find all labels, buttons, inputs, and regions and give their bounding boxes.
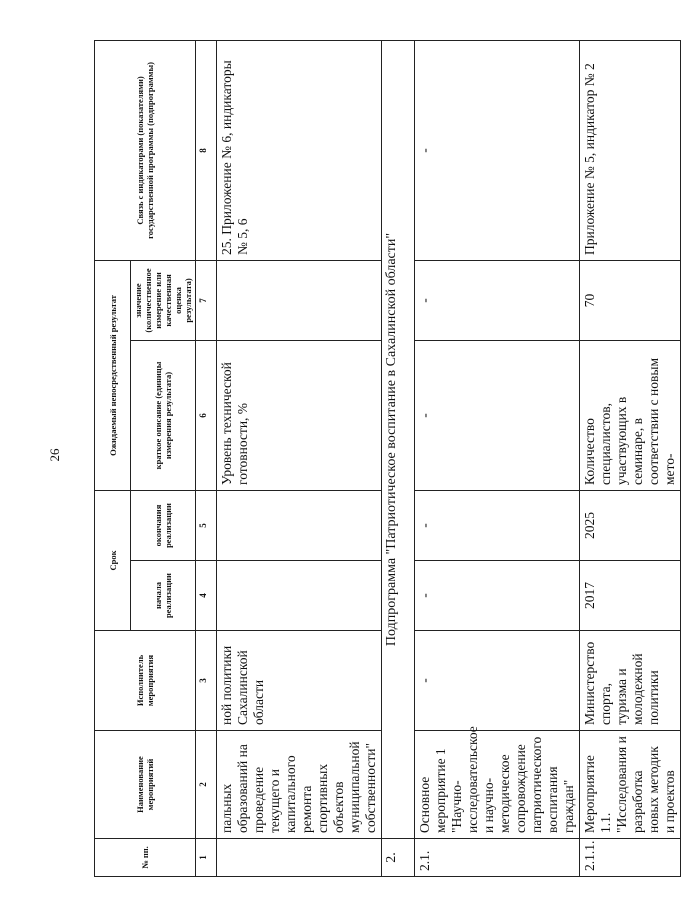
table-row-2-1 xyxy=(415,40,580,876)
header-term-end: окончания реализации xyxy=(131,490,196,560)
cell-name: Мероприятие 1.1. "Исследования и разработка новых методик и проектов xyxy=(580,731,681,839)
table-row-2-1-1 xyxy=(580,40,681,876)
header-expected-value: значение (количественное измерение или качественная оценка результата) xyxy=(131,260,196,340)
column-number: 6 xyxy=(196,340,217,490)
header-name: Наименование мероприятий xyxy=(95,731,196,839)
column-number: 2 xyxy=(196,731,217,839)
cell-value: - xyxy=(415,260,580,340)
header-expected-desc: краткое описание (единицы измерения результата) xyxy=(131,340,196,490)
header-term: Срок xyxy=(95,490,131,630)
cell-name: Основное мероприятие 1 "Научно-исследовательское и научно-методическое сопровождение патриотического воспитания граждан" xyxy=(415,731,580,839)
cell-start xyxy=(217,561,382,631)
cell-value xyxy=(217,260,382,340)
page-number: 26 xyxy=(47,448,62,462)
header-num: № пп. xyxy=(95,839,196,877)
header-row xyxy=(95,40,131,876)
column-number: 8 xyxy=(196,40,217,260)
cell-end: - xyxy=(415,490,580,560)
subprogram-row xyxy=(382,40,415,876)
cell-start: 2017 xyxy=(580,561,681,631)
cell-end xyxy=(217,490,382,560)
cell-link: 25. Приложение № 6, индикаторы № 5, 6 xyxy=(217,40,382,260)
column-number: 1 xyxy=(196,839,217,877)
table-row-continued xyxy=(217,40,382,876)
header-link: Связь с индикаторами (показателями) государственной программы (подпрограммы) xyxy=(95,40,196,260)
cell-start: - xyxy=(415,561,580,631)
subprogram-num: 2. xyxy=(382,839,415,877)
header-expected: Ожидаемый непосредственный результат xyxy=(95,260,131,490)
column-number: 7 xyxy=(196,260,217,340)
cell-num: 2.1.1. xyxy=(580,839,681,877)
rotated-table-container xyxy=(94,41,677,877)
cell-link: Приложение № 5, индикатор № 2 xyxy=(580,40,681,260)
cell-link: - xyxy=(415,40,580,260)
cell-end: 2025 xyxy=(580,490,681,560)
cell-desc: - xyxy=(415,340,580,490)
cell-executor: - xyxy=(415,631,580,731)
cell-num xyxy=(217,839,382,877)
header-term-start: начала реализации xyxy=(131,561,196,631)
cell-executor: ной политики Сахалинской области xyxy=(217,631,382,731)
cell-name: пальных образований на проведение текущего и капитального ремонта спортивных объектов муниципальной собственности" xyxy=(217,731,382,839)
cell-value: 70 xyxy=(580,260,681,340)
column-number-row xyxy=(196,40,217,876)
column-number: 3 xyxy=(196,631,217,731)
activities-table xyxy=(94,40,681,877)
cell-desc: Количество специалистов, участвующих в семинаре, в соответствии с новым мето- xyxy=(580,340,681,490)
subprogram-title: Подпрограмма "Патриотическое воспитание в Сахалинской области" xyxy=(382,40,415,838)
column-number: 4 xyxy=(196,561,217,631)
header-executor: Исполнитель мероприятия xyxy=(95,631,196,731)
cell-executor: Министерство спорта, туризма и молодежной политики xyxy=(580,631,681,731)
cell-num: 2.1. xyxy=(415,839,580,877)
column-number: 5 xyxy=(196,490,217,560)
cell-desc: Уровень технической готовности, % xyxy=(217,340,382,490)
